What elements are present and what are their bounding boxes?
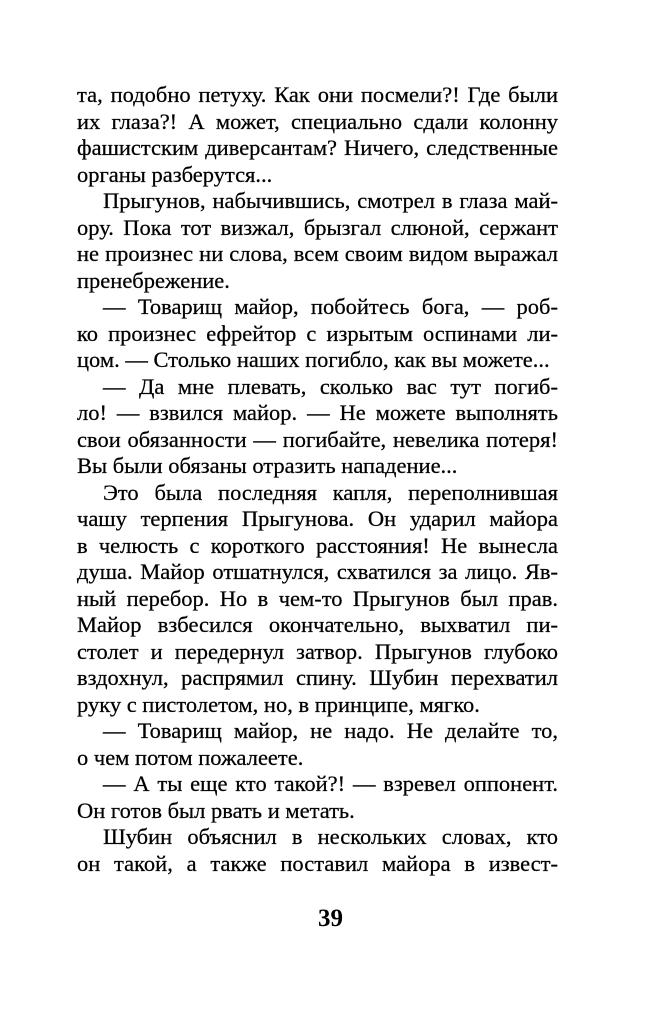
page-body <box>77 82 558 877</box>
text-line: их глаза?! А может, специально сдали колонну <box>77 108 558 134</box>
text-line: — Да мне плевать, сколько вас тут погиб- <box>103 373 558 399</box>
text-line: пренебрежение. <box>77 267 230 293</box>
text-line: Прыгунов, набычившись, смотрел в глаза май- <box>103 188 558 213</box>
text-line: Это была последняя капля, переполнившая <box>103 479 558 505</box>
text-line: ору. Пока тот визжал, брызгал слюной, сержант <box>77 214 558 240</box>
text-line: органы разберутся... <box>77 161 273 187</box>
text-line: та, подобно петуху. Как они посмели?! Где были <box>77 82 558 107</box>
page-number: 39 <box>318 905 343 932</box>
text-line: фашистским диверсантам? Ничего, следственные <box>77 135 558 160</box>
text-line: Вы были обязаны отразить нападение... <box>77 453 458 478</box>
text-line: Шубин объяснил в нескольких словах, кто <box>103 824 558 849</box>
text-line: не произнес ни слова, всем своим видом выражал <box>77 241 558 266</box>
text-line: столет и передернул затвор. Прыгунов глубоко <box>77 638 558 664</box>
text-line: Он готов был рвать и метать. <box>77 797 355 823</box>
text-line: ло! — взвился майор. — Не можете выполнять <box>77 400 558 425</box>
text-line: ко произнес ефрейтор с изрытым оспинами ли- <box>77 320 558 346</box>
text-line: он такой, а также поставил майора в извест- <box>77 850 558 876</box>
paragraph-6 <box>77 718 558 771</box>
text-line: о чем потом пожалеете. <box>77 744 304 770</box>
text-line: свои обязанности — погибайте, невелика потеря! <box>77 426 558 452</box>
text-line: вздохнул, распрямил спину. Шубин перехватил <box>77 665 558 690</box>
paragraph-1 <box>77 82 558 188</box>
text-line: руку с пистолетом, но, в принципе, мягко. <box>77 691 480 717</box>
text-line: Майор взбесился окончательно, выхватил пи- <box>77 612 558 637</box>
text-line: — Товарищ майор, не надо. Не делайте то, <box>103 718 558 743</box>
text-line: чашу терпения Прыгунова. Он ударил майора <box>77 506 558 531</box>
paragraph-4 <box>77 374 558 480</box>
paragraph-7 <box>77 771 558 824</box>
paragraph-8 <box>77 824 558 877</box>
paragraph-3 <box>77 294 558 374</box>
text-line: — А ты еще кто такой?! — взревел оппонент. <box>103 771 558 796</box>
text-line: в челюсть с короткого расстояния! Не вынесла <box>77 532 558 558</box>
paragraph-2 <box>77 188 558 294</box>
text-line: цом. — Столько наших погибло, как вы можете... <box>77 347 550 372</box>
text-line: ный перебор. Но в чем-то Прыгунов был прав. <box>77 585 558 611</box>
text-line: — Товарищ майор, побойтесь бога, — роб- <box>103 294 558 319</box>
text-line: душа. Майор отшатнулся, схватился за лицо. Яв- <box>77 559 558 584</box>
paragraph-5 <box>77 480 558 719</box>
